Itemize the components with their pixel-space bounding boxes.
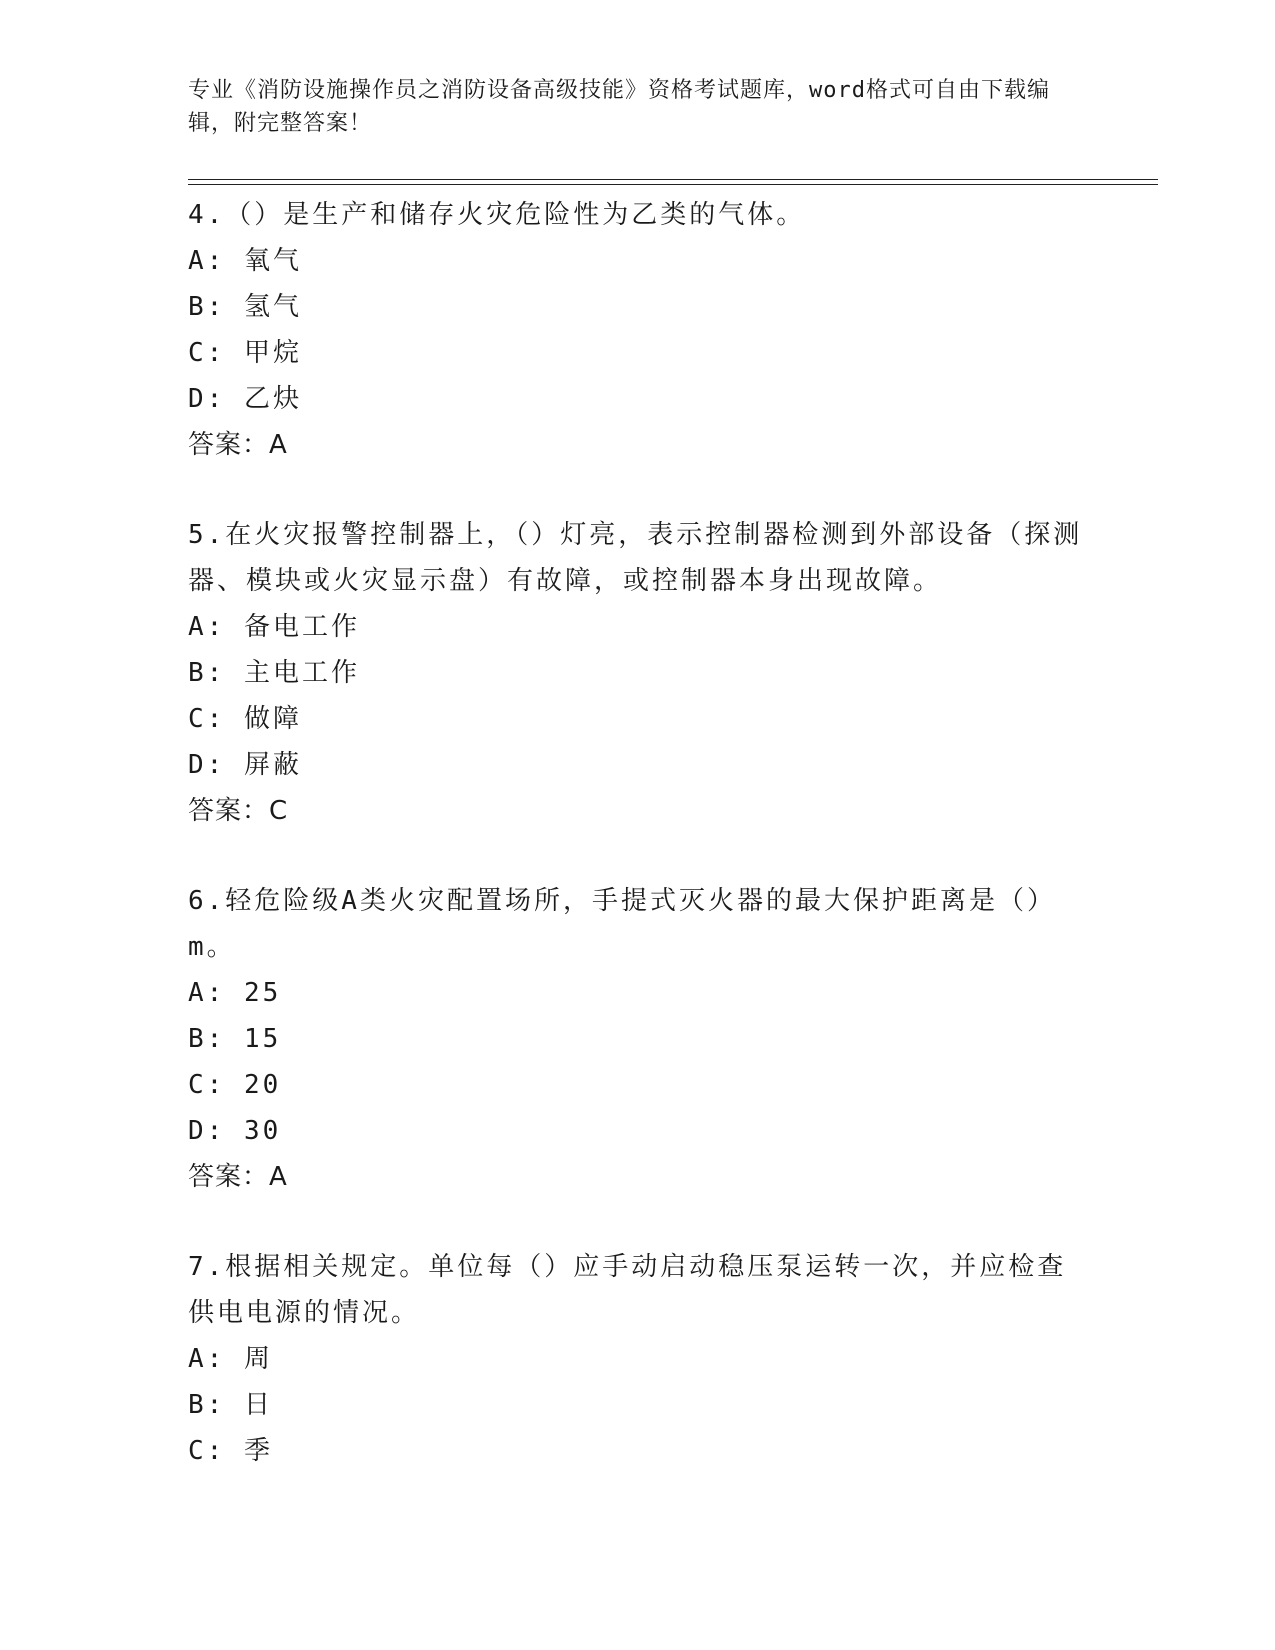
question-stem: 4.（）是生产和储存火灾危险性为乙类的气体。 [188,200,806,230]
question-stem: 7.根据相关规定。单位每（）应手动启动稳压泵运转一次，并应检查供电电源的情况。 [188,1252,1067,1328]
answer-line: 答案：C [188,796,289,826]
option-a: A: 周 [188,1344,273,1374]
question-6 [188,878,1088,1200]
option-b: B: 主电工作 [188,658,360,688]
option-d: D: 屏蔽 [188,750,302,780]
option-a: A: 氧气 [188,246,302,276]
option-d: D: 乙炔 [188,384,302,414]
option-b: B: 氢气 [188,292,302,322]
option-c: C: 做障 [188,704,302,734]
question-7 [188,1244,1088,1474]
option-b: B: 15 [188,1024,282,1054]
option-d: D: 30 [188,1116,282,1146]
question-4 [188,192,1088,468]
option-c: C: 季 [188,1436,273,1466]
option-b: B: 日 [188,1390,273,1420]
question-5 [188,512,1088,834]
header-divider-bottom [188,184,1158,185]
option-a: A: 25 [188,978,282,1008]
answer-line: 答案：A [188,1162,288,1192]
answer-line: 答案：A [188,430,288,460]
option-a: A: 备电工作 [188,612,360,642]
question-stem: 6.轻危险级A类火灾配置场所，手提式灭火器的最大保护距离是（）m。 [188,886,1056,962]
option-c: C: 甲烷 [188,338,302,368]
question-list [188,192,1088,1518]
document-intro: 专业《消防设施操作员之消防设备高级技能》资格考试题库，word格式可自由下载编辑，附完整答案！ [188,78,1050,136]
question-stem: 5.在火灾报警控制器上，（）灯亮，表示控制器检测到外部设备（探测器、模块或火灾显示盘）有故障，或控制器本身出现故障。 [188,520,1083,596]
header-divider-top [188,179,1158,180]
option-c: C: 20 [188,1070,282,1100]
